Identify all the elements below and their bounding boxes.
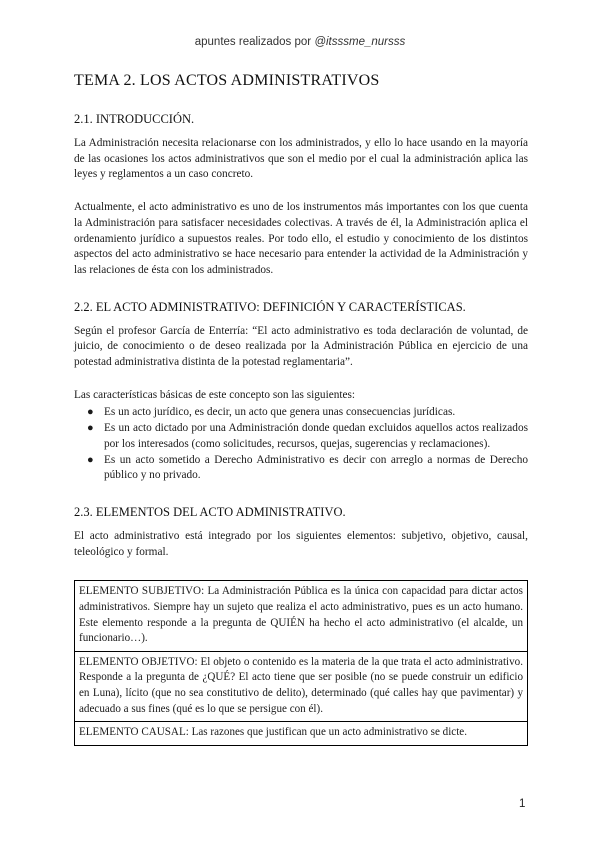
table-row: ELEMENTO SUBJETIVO: La Administración Pública es la única con capacidad para dictar actos administrativos. Siempre hay un sujeto que realiza el acto administrativo, pues es un acto humano. Este elemento responde a la pregunta de QUIÉN ha hecho el acto administrativo (el alcalde, un funcionario…). — [75, 581, 527, 651]
list-item: ● Es un acto dictado por una Administración donde quedan excluidos aquellos actos realizados por los interesados (como solicitudes, recursos, quejas, sugerencias y reclamaciones). — [87, 422, 528, 450]
paragraph: Según el profesor García de Enterría: “El acto administrativo es toda declaración de voluntad, de juicio, de conocimiento o de deseo realizada por la Administración Pública en ejercicio de una potestad administrativa distinta de la potestad reglamentaria”. — [74, 324, 528, 369]
table-row: ELEMENTO OBJETIVO: El objeto o contenido es la materia de la que trata el acto administrativo. Responde a la pregunta de ¿QUÉ? El acto tiene que ser posible (no se puede construir un edificio en Luna), lícito (que no sea constitutivo de delito), determinado (qué calles hay que pavimentar) y adecuado a sus fines (qué es lo que se persigue con él). — [75, 652, 527, 722]
elements-table — [74, 580, 528, 745]
document-body — [74, 72, 528, 746]
paragraph: Las características básicas de este concepto son las siguientes: — [74, 388, 356, 401]
bullet-icon: ● — [87, 453, 94, 466]
header-prefix: apuntes realizados por — [194, 36, 315, 48]
section-heading-elementos: 2.3. ELEMENTOS DEL ACTO ADMINISTRATIVO. — [74, 504, 346, 519]
characteristics-list — [74, 405, 528, 484]
table-row: ELEMENTO CAUSAL: Las razones que justifican que un acto administrativo se dicte. — [79, 726, 467, 739]
header-handle: @itsssme_nursss — [314, 36, 406, 48]
document-title: TEMA 2. LOS ACTOS ADMINISTRATIVOS — [74, 72, 380, 89]
paragraph: Actualmente, el acto administrativo es uno de los instrumentos más importantes con los que cuenta la Administración para satisfacer necesidades colectivas. A través de él, la Administración aplica el ordenamiento jurídico a supuestos reales. Por todo ello, el estudio y conocimiento de los distintos aspectos del acto administrativo se hace necesario para entender la actividad de la Administración y las relaciones de ésta con los administrados. — [74, 201, 528, 276]
section-heading-introduccion: 2.1. INTRODUCCIÓN. — [74, 112, 195, 126]
page-header — [0, 36, 600, 48]
section-heading-definicion: 2.2. EL ACTO ADMINISTRATIVO: DEFINICIÓN Y CARACTERÍSTICAS. — [74, 299, 466, 314]
bullet-icon: ● — [87, 422, 94, 435]
paragraph: El acto administrativo está integrado por los siguientes elementos: subjetivo, objetivo, causal, teleológico y formal. — [74, 529, 528, 558]
paragraph: La Administración necesita relacionarse con los administrados, y ello lo hace usando en la mayoría de las ocasiones los actos administrativos que son el medio por el cual la administración aplica las leyes y reglamentos a un caso concreto. — [74, 137, 528, 181]
list-item: ● Es un acto sometido a Derecho Administrativo es decir con arreglo a normas de Derecho público y no privado. — [87, 453, 528, 482]
list-item: ● Es un acto jurídico, es decir, un acto que genera unas consecuencias jurídicas. — [74, 405, 528, 421]
bullet-icon: ● — [87, 406, 94, 419]
page-number: 1 — [519, 798, 526, 810]
